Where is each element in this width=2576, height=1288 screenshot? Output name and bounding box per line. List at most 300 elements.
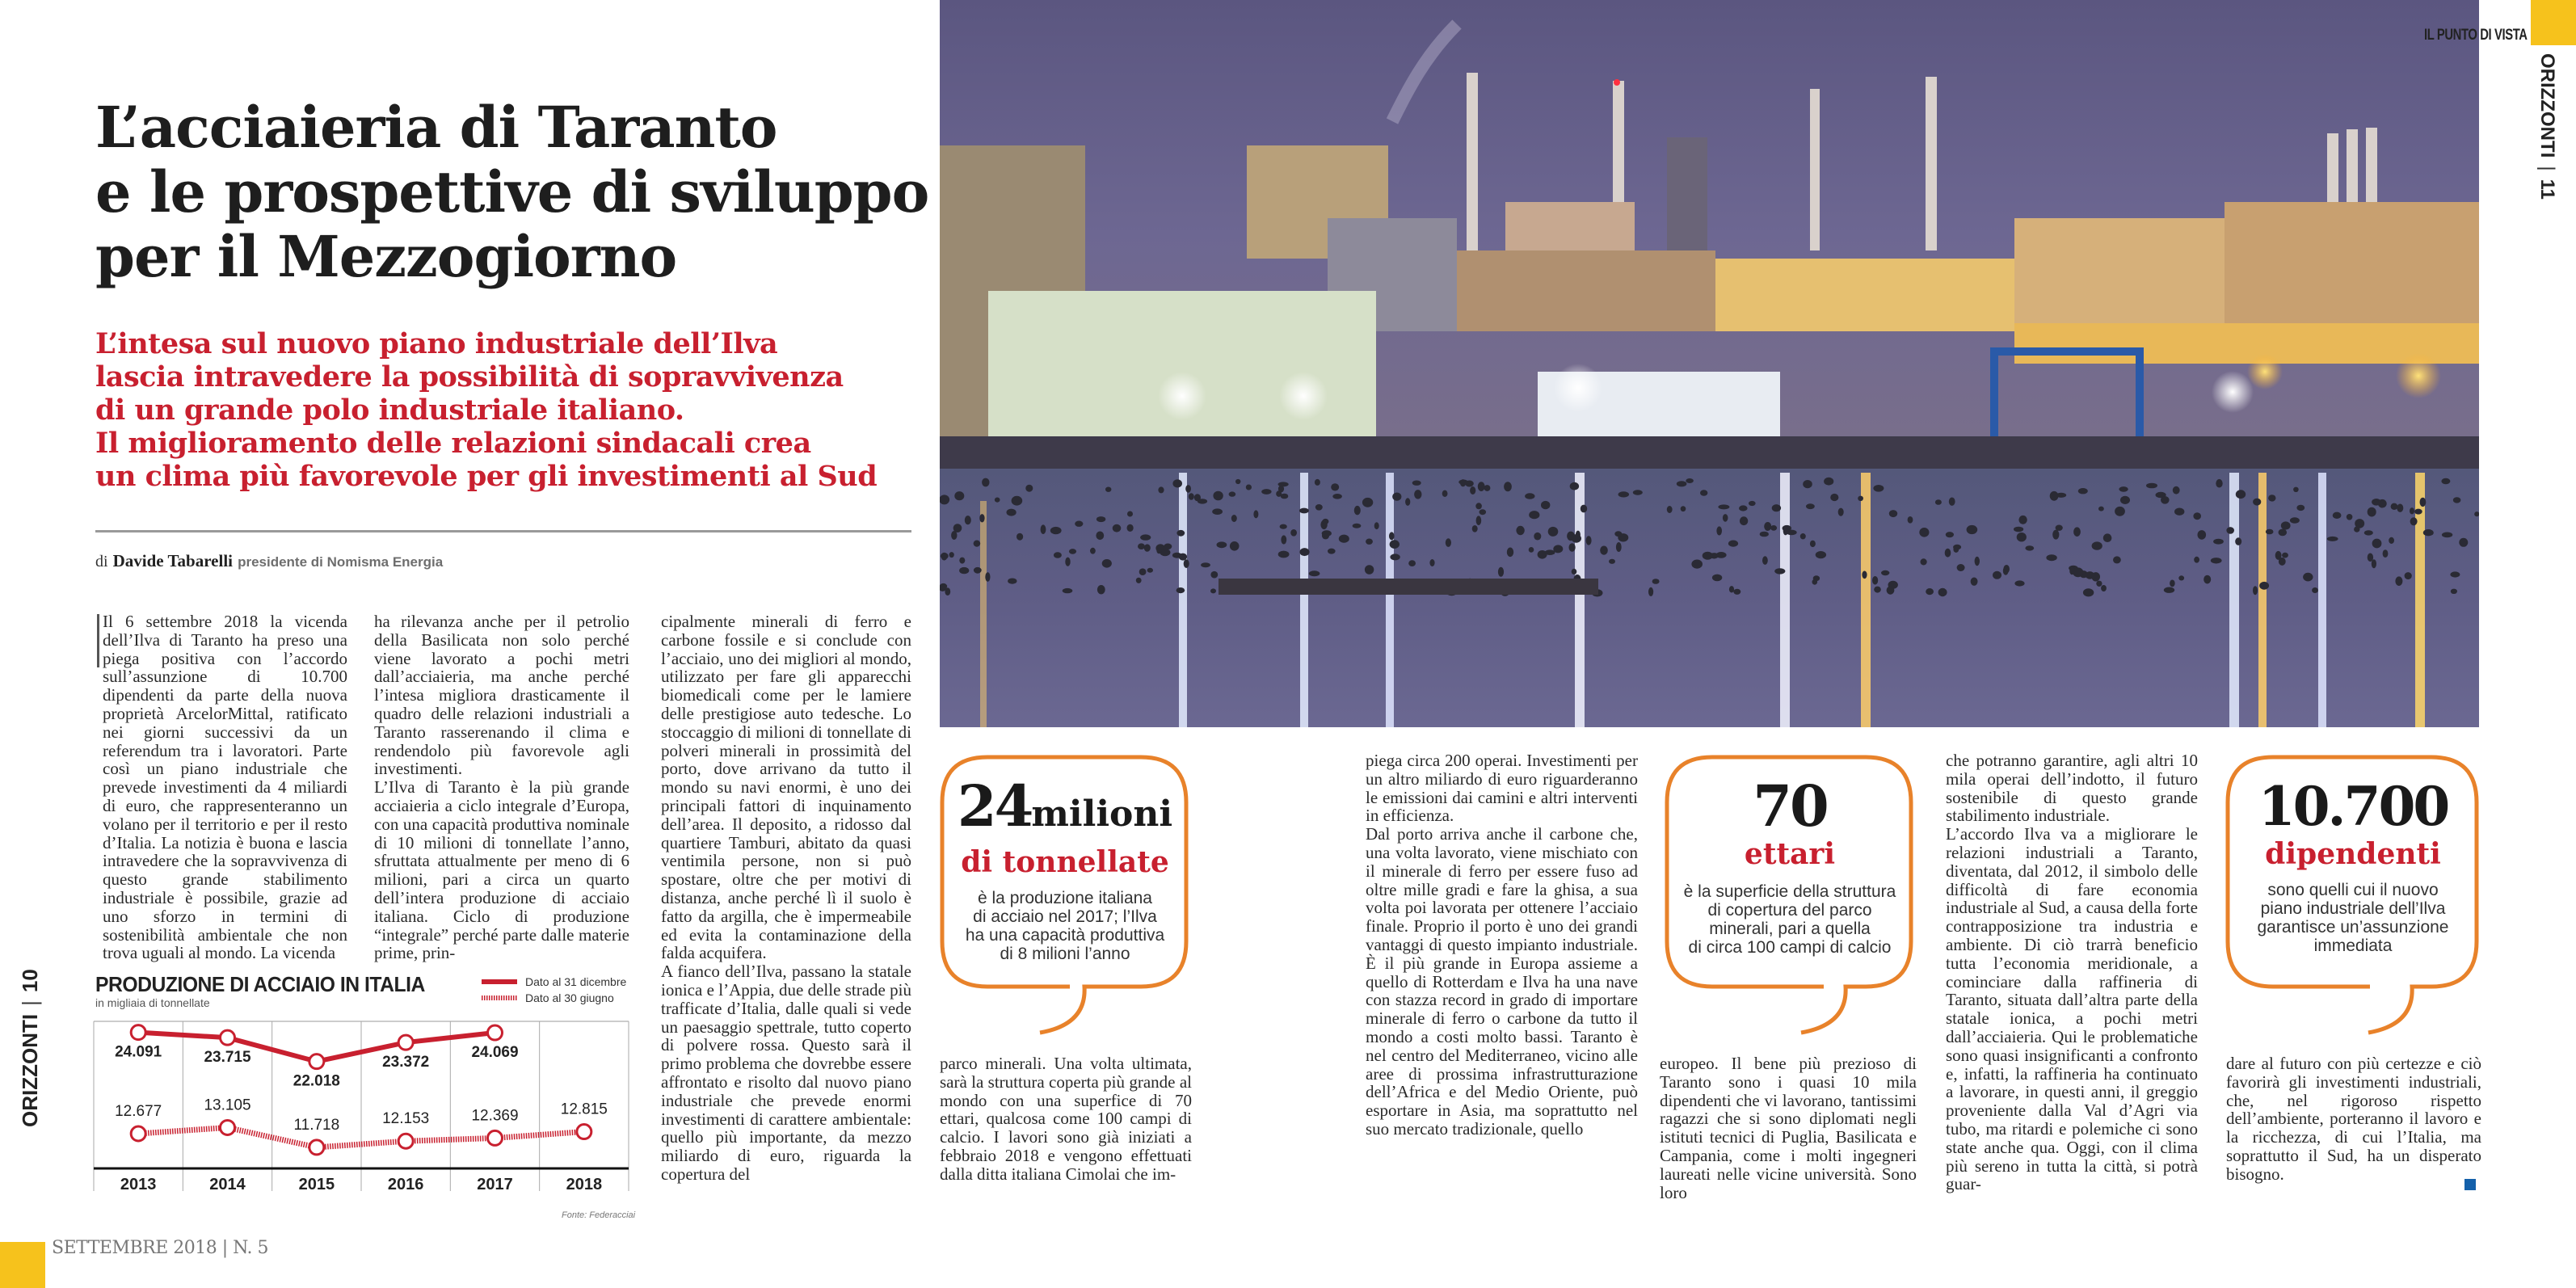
callout-desc-line: immediata	[2313, 937, 2393, 955]
folio-left	[18, 969, 43, 1127]
buoy	[1739, 505, 1748, 511]
buoy	[1873, 485, 1884, 492]
buoy	[965, 516, 971, 524]
callout-desc-line: di copertura del parco	[1707, 901, 1872, 920]
buoy	[1229, 491, 1236, 496]
buoy	[2056, 525, 2063, 531]
buoy	[2235, 537, 2241, 545]
buoy	[2018, 516, 2027, 524]
buoy	[1253, 510, 1258, 518]
buoy	[1198, 499, 1207, 503]
subtitle-line: L’intesa sul nuovo piano industriale dell’Ilva	[95, 327, 778, 360]
buoy	[1017, 533, 1023, 541]
data-point	[488, 1130, 503, 1145]
body-column-8	[2226, 1054, 2481, 1184]
byline	[95, 551, 443, 571]
buoy	[1309, 570, 1320, 576]
buoy	[1140, 534, 1151, 540]
chart-subtitle: in migliaia di tonnellate	[95, 996, 210, 1009]
buoy	[2372, 559, 2376, 568]
buoy	[1185, 485, 1191, 493]
buoy	[1054, 552, 1062, 558]
buoy	[1691, 560, 1703, 569]
buoy	[995, 498, 1000, 503]
buoy	[1529, 547, 1534, 553]
callout-number-value: 70	[1753, 772, 1827, 840]
buoy	[1887, 586, 1895, 594]
buoy	[1105, 487, 1111, 492]
callout-desc-line: di acciaio nel 2017; l’Ilva	[973, 907, 1157, 926]
buoy	[1127, 511, 1133, 517]
buoy	[1201, 562, 1210, 567]
buoy	[2368, 507, 2376, 517]
buoy	[1710, 553, 1719, 558]
buoy	[974, 541, 981, 547]
buoy	[2397, 504, 2403, 512]
buoy	[1938, 588, 1947, 596]
steel-production-chart	[90, 1012, 632, 1206]
data-point	[398, 1134, 413, 1148]
callout-1-content	[942, 772, 1188, 963]
end-of-article-mark	[2464, 1179, 2476, 1190]
buoy	[1063, 588, 1073, 593]
buoy	[1007, 509, 1017, 516]
buoy	[1760, 532, 1769, 537]
buoy	[1230, 541, 1240, 551]
buoy	[1470, 486, 1475, 495]
buoy	[1648, 587, 1653, 596]
buoy	[1025, 485, 1033, 492]
buoy	[1800, 533, 1806, 539]
buoy	[1210, 588, 1216, 593]
buoy	[2354, 527, 2359, 532]
folio-separator: |	[18, 1000, 42, 1006]
buoy	[1102, 559, 1112, 568]
section-kicker: IL PUNTO DI VISTA	[2424, 27, 2528, 44]
buoy	[1139, 568, 1147, 575]
buoy	[2405, 572, 2412, 579]
drop-cap-bar	[97, 614, 99, 667]
buoy	[1276, 490, 1282, 497]
callout-number	[2228, 776, 2478, 837]
buoy	[1652, 579, 1660, 584]
buoy	[2226, 527, 2234, 534]
buoy	[2296, 505, 2305, 511]
buoy	[1498, 567, 1504, 577]
buoy	[1012, 496, 1023, 506]
data-label: 12.815	[560, 1101, 608, 1118]
buoy	[1872, 576, 1878, 585]
buoy	[1953, 546, 1959, 553]
buoy	[1908, 516, 1913, 524]
buoy	[1570, 482, 1579, 490]
subtitle-line: un clima più favorevole per gli investimenti al Sud	[95, 460, 878, 493]
buoy	[2391, 503, 2398, 510]
buoy	[1774, 568, 1785, 574]
buoy	[2364, 530, 2373, 535]
buoy	[2050, 491, 2059, 501]
buoy	[2213, 539, 2224, 545]
body-column-5	[1366, 751, 1638, 1139]
data-point	[309, 1054, 324, 1069]
buoy	[1156, 548, 1161, 554]
buoy	[1299, 508, 1309, 514]
buoy	[1723, 514, 1728, 522]
buoy	[2279, 558, 2286, 566]
buoy	[1581, 505, 1587, 513]
callout-number-suffix: milioni	[1031, 793, 1173, 835]
callout-desc-line: è la superficie della struttura	[1683, 882, 1896, 901]
callout-desc-line: di 8 milioni l’anno	[1000, 945, 1130, 963]
data-label: 12.369	[471, 1107, 519, 1125]
buoy	[2423, 529, 2434, 536]
buoy	[1113, 524, 1122, 532]
buoy	[1408, 560, 1416, 566]
buoy	[2025, 545, 2034, 550]
buoy	[1874, 587, 1881, 593]
subtitle-line: Il miglioramento delle relazioni sindacali crea	[95, 427, 811, 460]
x-tick-label: 2015	[298, 1176, 335, 1193]
buoy	[1429, 559, 1434, 566]
buoy	[1712, 575, 1722, 582]
buoy	[1213, 491, 1223, 501]
buoy	[1600, 546, 1608, 555]
legend-swatch-dashed	[482, 994, 517, 1002]
buoy	[1541, 501, 1550, 509]
subtitle-line: lascia intravedere la possibilità di sopravvivenza	[95, 360, 844, 394]
buoy	[2453, 497, 2461, 503]
buoy	[2014, 527, 2023, 532]
buoy	[1050, 527, 1062, 534]
buoy	[1946, 532, 1954, 537]
buoy	[1677, 481, 1687, 486]
buoy	[1633, 490, 1643, 495]
callout-desc-line: minerali, pari a quella	[1709, 920, 1871, 938]
buoy	[1390, 554, 1400, 560]
buoy	[940, 583, 947, 590]
buoy	[1770, 525, 1777, 531]
callout-number-value: 10.700	[2258, 775, 2448, 838]
buoy	[1322, 519, 1328, 524]
buoy	[2372, 499, 2381, 506]
buoy	[2098, 507, 2104, 511]
buoy	[1529, 511, 1539, 519]
buoy	[2268, 495, 2275, 501]
buoy	[2259, 582, 2269, 590]
buoy	[2017, 532, 2027, 541]
data-label: 12.677	[115, 1102, 162, 1120]
callout-desc-line: garantisce un’assunzione	[2257, 918, 2449, 937]
callout-desc-line: sono quelli cui il nuovo	[2267, 881, 2439, 899]
buoy	[2303, 573, 2313, 582]
buoy	[1231, 515, 1237, 522]
buoy	[1764, 522, 1771, 531]
chart-legend	[482, 974, 626, 1006]
body-text: che potranno garantire, agli altri 10 mila operai dell’indotto, il futuro sostenibile di questo grande stabilimento industriale. L’accordo Ilva va a migliorare le relazioni industriali a Taranto, diventata, dal 2012, il simbolo delle difficoltà di fare economia industriale al Sud, a causa della forte contrapposizione tra industria e ambiente. Di ciò trarrà beneficio tutta l’economia meridionale, a cominciare dalla raffineria di Taranto, situata dall’altra parte della statale ionica, a pochi metri dall’acciaieria. Qui le problematiche sono quasi insignificanti a confronto e, infatti, la raffineria ha continuato a lavorare, in questi anni, il greggio proveniente dalla Val d’Agri via tubo, ma ritardi e polemiche ci sono state anche qua. Oggi, con il clima più sereno in tutta la città, si potrà guar-	[1946, 751, 2198, 1194]
title-line: per il Mezzogiorno	[95, 223, 677, 290]
buoy	[2174, 508, 2184, 516]
buoy	[2115, 507, 2125, 516]
buoy	[1783, 527, 1788, 536]
buoy	[1460, 479, 1466, 486]
buoy	[1919, 528, 1929, 537]
data-point	[221, 1120, 235, 1134]
x-tick-label: 2013	[120, 1176, 157, 1193]
buoy	[2410, 517, 2418, 525]
buoy	[2312, 587, 2318, 593]
data-label: 13.105	[204, 1096, 251, 1114]
buoy	[1729, 586, 1734, 592]
data-point	[131, 1126, 145, 1141]
buoy	[1261, 489, 1271, 495]
buoy	[2216, 479, 2222, 488]
buoy	[2253, 499, 2261, 506]
x-tick-label: 2018	[566, 1176, 603, 1193]
data-label: 23.715	[204, 1049, 251, 1067]
callout-number-value: 24	[957, 772, 1032, 840]
buoy	[979, 514, 984, 522]
buoy	[1975, 557, 1980, 566]
buoy	[2103, 533, 2112, 542]
buoy	[1569, 543, 1576, 552]
buoy	[2253, 586, 2258, 595]
buoy	[2193, 512, 2201, 520]
buoy	[1967, 525, 1978, 534]
buoy	[2083, 588, 2094, 596]
buoy	[1090, 548, 1096, 554]
buoy	[2092, 541, 2102, 549]
legend-item-june	[482, 990, 626, 1006]
buoy	[1749, 501, 1756, 506]
buoy	[1681, 506, 1686, 511]
buoy	[1806, 503, 1815, 509]
data-label: 22.018	[293, 1072, 340, 1090]
buoy	[1971, 578, 1978, 586]
buoy	[1935, 499, 1942, 505]
folio-right	[2536, 53, 2558, 200]
buoy	[1478, 482, 1485, 491]
buoy	[1136, 578, 1142, 583]
buoy	[1504, 482, 1512, 491]
article-title	[95, 95, 952, 289]
buoy	[2451, 589, 2457, 594]
buoy	[1144, 544, 1151, 551]
buoy	[2161, 496, 2170, 504]
buoy	[2173, 486, 2180, 495]
buoy	[1476, 516, 1482, 525]
legend-label: Dato al 31 dicembre	[525, 975, 627, 988]
buoy	[1331, 483, 1339, 490]
buoy	[1830, 494, 1838, 501]
x-tick-label: 2017	[477, 1176, 513, 1193]
data-point	[221, 1030, 235, 1045]
buoy	[1618, 491, 1630, 497]
buoy	[1246, 485, 1252, 490]
buoy	[2266, 529, 2274, 535]
buoy	[1945, 549, 1951, 558]
buoy	[1472, 525, 1478, 532]
buoy	[1446, 538, 1451, 547]
buoy	[1281, 535, 1286, 544]
buoy	[2441, 478, 2450, 484]
buoy	[1810, 541, 1816, 547]
buoy	[1392, 493, 1401, 501]
taranto-night-photo	[940, 0, 2479, 727]
body-text: ha rilevanza anche per il petrolio della Basilicata non solo perché viene lavorato a pochi metri dall’acciaieria, ma anche perché l’intesa migliora drasticamente il quadro delle relazioni industriali a Taranto rasserenando il clima e rendendolo più favorevole agli investimenti. L’Ilva di Taranto è la più grande acciaieria a ciclo integrale d’Europa, con una capacità produttiva nominale di 10 milioni di tonnellate l’anno, sfruttata attualmente per meno di 6 milioni, pari a circa un quarto dell’intera produzione di acciaio italiana. Ciclo di produzione “integrale” perché parte dalle materie prime, prin-	[374, 612, 629, 963]
buoy	[1957, 564, 1965, 571]
buoy	[2078, 488, 2088, 494]
body-column-2	[374, 612, 629, 962]
buoy	[951, 531, 957, 540]
buoy	[1097, 585, 1105, 594]
buoy	[1586, 536, 1592, 545]
folio-separator: |	[2536, 166, 2558, 171]
buoy	[2120, 496, 2130, 504]
buoy	[1299, 548, 1309, 556]
buoy	[1813, 575, 1820, 581]
body-text: dare al futuro con più certezze e ciò favorirà gli investimenti industriali, che, nel rigoroso rispetto dell’ambiente, porteranno il lavoro e la ricchezza, di cui l’Italia, ma soprattutto il Sud, ha un disperato bisogno.	[2226, 1054, 2481, 1184]
data-label: 23.372	[382, 1054, 430, 1071]
buoy	[1362, 498, 1373, 507]
buoy	[2333, 512, 2342, 519]
buoy	[974, 567, 982, 574]
buoy	[2113, 556, 2121, 563]
byline-author: Davide Tabarelli	[112, 551, 234, 570]
buoy	[2003, 566, 2009, 575]
buoy	[1525, 493, 1534, 499]
body-text: piega circa 200 operai. Investimenti per un altro miliardo di euro riguarderanno le emissioni dai camini e altri interventi in efficienza. Dal porto arriva anche il carbone che, una volta lavorato, viene mischiato con il minerale di ferro per essere fuso ad oltre mille gradi e fare la ghisa, a sua volta poi lavorata per ottenere l’acciaio finale. Proprio il porto è uno dei grandi vantaggi di questo impianto industriale. È il più grande in Europa assieme a quello di Rotterdam e Ilva ha una nave con stazza record in grado di importare minerale di ferro o carbone da tutto il mondo a costi molto bassi. Taranto è nel centro del Mediterraneo, vicino alle aree di prossima infrastrutturazione dell’Africa e del Medio Oriente, può esportare in Asia, ma soprattutto nel suo mercato tradizionale, quello	[1366, 751, 1638, 1139]
page-number: 11	[2536, 179, 2558, 200]
buoy	[1838, 508, 1844, 516]
buoy	[2414, 509, 2422, 515]
body-text: europeo. Il bene più prezioso di Taranto sono i quasi 10 mila dipendenti che vi lavorano, tantissimi ragazzi che si sono diplomati negli istituti tecnici di Puglia, Basilicata e Campania, come i molti ingegneri laureati nelle vicine università. Sono loro	[1660, 1054, 1917, 1202]
body-column-6	[1660, 1054, 1917, 1202]
callout-description	[942, 889, 1188, 963]
buoy	[1290, 529, 1297, 537]
buoy	[1212, 508, 1223, 515]
data-label: 24.069	[471, 1044, 519, 1062]
buoy	[1328, 549, 1336, 554]
buoy	[2282, 553, 2288, 558]
buoy	[2096, 581, 2102, 587]
buoy	[1700, 490, 1707, 495]
buoy	[1816, 551, 1826, 558]
buoy	[1366, 539, 1373, 545]
buoy	[1442, 490, 1448, 497]
buoy	[1667, 506, 1673, 513]
callout-number	[1667, 772, 1913, 840]
legend-item-december	[482, 974, 626, 990]
data-point	[398, 1035, 413, 1050]
callout-description	[1667, 882, 1913, 957]
buoy	[1176, 530, 1185, 537]
buoy	[1718, 504, 1729, 509]
buoy	[2073, 527, 2081, 537]
buoy	[1065, 558, 1070, 566]
buoy	[2146, 483, 2157, 489]
buoy	[1322, 530, 1332, 537]
magazine-name: ORIZZONTI	[2536, 53, 2558, 158]
buoy	[1176, 587, 1185, 593]
buoy	[1278, 482, 1289, 486]
x-tick-label: 2016	[387, 1176, 424, 1193]
buoy	[1217, 541, 1227, 548]
buoy	[1614, 531, 1622, 537]
buoy	[1889, 510, 1897, 517]
magazine-name: ORIZZONTI	[18, 1013, 42, 1127]
buoy	[1235, 479, 1240, 484]
title-line: e le prospettive di sviluppo	[95, 158, 929, 225]
buoy	[2101, 585, 2107, 591]
buoy	[1548, 527, 1559, 537]
data-label: 11.718	[293, 1116, 340, 1134]
buoy	[1616, 542, 1622, 552]
buoy	[2170, 580, 2175, 587]
issue-date: SETTEMBRE 2018 | N. 5	[52, 1238, 268, 1258]
buoy	[1475, 503, 1482, 509]
buoy	[2119, 486, 2128, 492]
buoy	[1353, 524, 1362, 528]
buoy	[1572, 569, 1577, 575]
buoy	[2178, 575, 2184, 580]
buoy	[1278, 551, 1290, 558]
callout-unit: di tonnellate	[961, 845, 1169, 879]
buoy	[2372, 539, 2382, 549]
buoy	[1733, 589, 1740, 595]
buoy	[1096, 532, 1104, 541]
buoy	[1075, 521, 1083, 527]
divider-rule	[95, 530, 911, 532]
buoy	[1858, 496, 1863, 501]
buoy	[2052, 530, 2059, 540]
body-column-7	[1946, 751, 2198, 1193]
body-column-4	[940, 1054, 1192, 1184]
buoy	[2164, 587, 2174, 593]
buoy	[1147, 568, 1153, 573]
chart-source: Fonte: Federacciai	[562, 1210, 636, 1220]
buoy	[1127, 524, 1134, 532]
subtitle-line: di un grande polo industriale italiano.	[95, 394, 684, 427]
buoy	[1480, 509, 1487, 515]
buoy	[2442, 532, 2452, 538]
buoy	[1716, 526, 1722, 535]
body-text: parco minerali. Una volta ultimata, sarà la struttura coperta più grande al mondo con una superfice di 70 ettari, qualcosa come 100 campi di calcio. I lavori sono già iniziati a febbraio 2018 e vengono effettuati dalla ditta italiana Cimolai che im-	[940, 1054, 1192, 1184]
callout-unit: dipendenti	[2265, 837, 2441, 871]
callout-desc-line: è la produzione italiana	[978, 889, 1152, 907]
body-text: Il 6 settembre 2018 la vicenda dell’Ilva di Taranto ha preso una piega positiva con l’accordo sull’assunzione di 10.700 dipendenti da parte della nuova proprietà ArcelorMittal, ratificato nei giorni successivi da un referendum tra i lavoratori. Parte così un piano industriale che prevede investimenti da 4 miliardi di euro, che rappresenteranno un volano per il territorio e per il resto d’Italia. La notizia è buona e lascia intravedere che la sopravvivenza di questo grande stabilimento industriale è possibile, grazie ad uno sforzo in termini di sostenibilità ambientale che non trova uguali al mondo. La vicenda	[103, 612, 347, 963]
buoy	[1164, 544, 1172, 550]
buoy	[2279, 529, 2288, 537]
callout-unit: ettari	[1744, 837, 1836, 871]
buoy	[1354, 506, 1361, 515]
buoy	[959, 567, 969, 574]
callout-description	[2228, 881, 2478, 955]
buoy	[1507, 548, 1513, 558]
buoy	[1412, 481, 1421, 486]
buoy	[1041, 524, 1046, 534]
callout-2-content	[1667, 772, 1913, 957]
buoy	[1332, 494, 1342, 499]
buoy	[1008, 579, 1017, 584]
buoy	[2395, 576, 2402, 586]
buoy	[1740, 516, 1748, 525]
buoy	[2389, 537, 2394, 544]
buoy	[1172, 479, 1182, 487]
title-line: L’acciaieria di Taranto	[95, 94, 777, 161]
buoy	[1516, 526, 1524, 535]
chart-title: PRODUZIONE DI ACCIAIO IN ITALIA	[95, 972, 425, 996]
callout-desc-line: piano industriale dell’Ilva	[2260, 899, 2446, 918]
